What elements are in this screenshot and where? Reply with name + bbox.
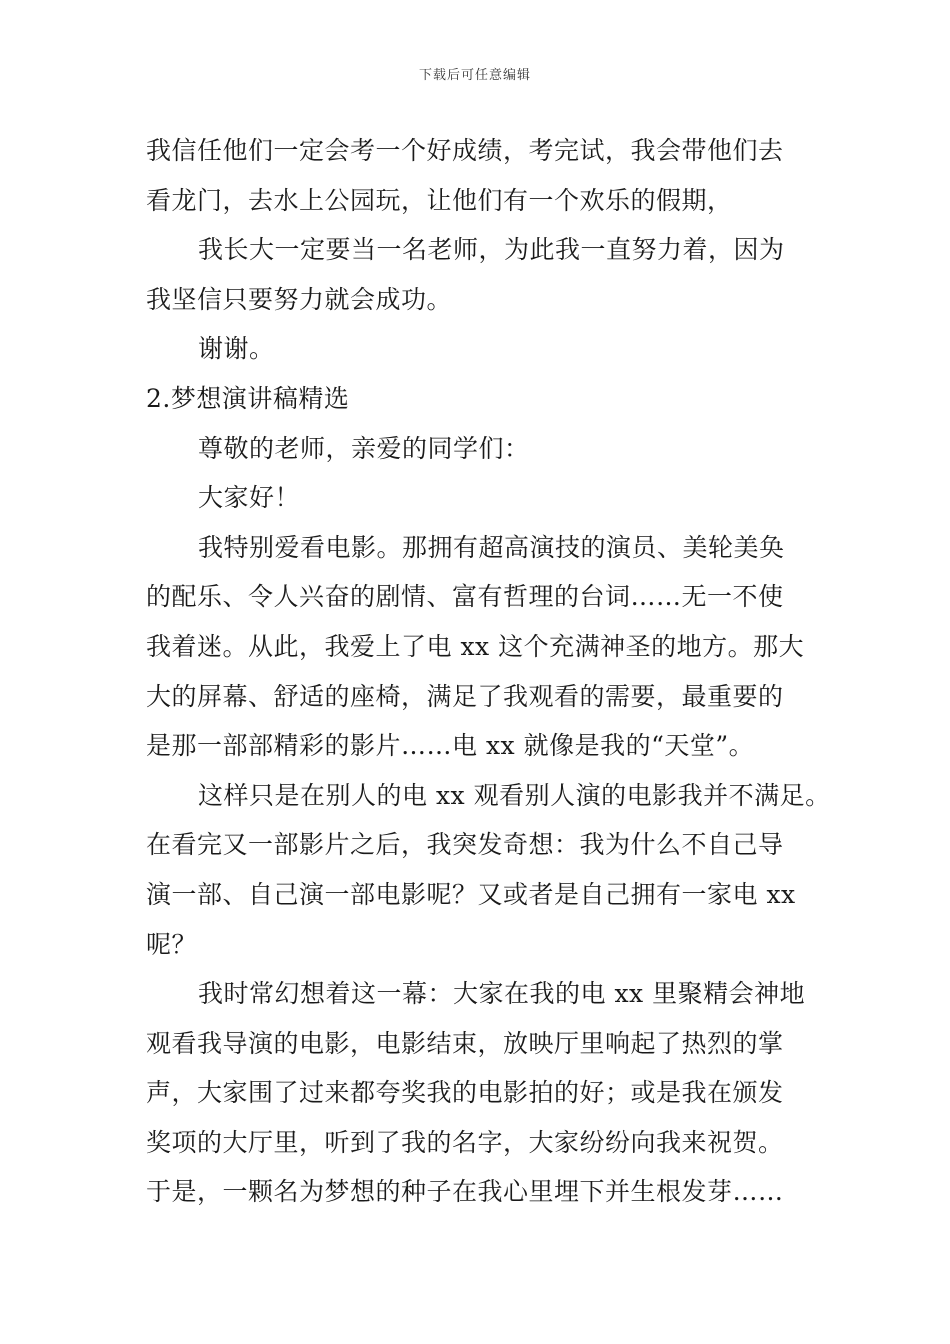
text-line: 声，大家围了过来都夸奖我的电影拍的好；或是我在颁发 [146, 1078, 784, 1108]
text-line: 于是，一颗名为梦想的种子在我心里埋下并生根发芽…… [146, 1177, 784, 1207]
text-line: 观看我导演的电影，电影结束，放映厅里响起了热烈的掌 [146, 1028, 784, 1058]
text-line: 我长大一定要当一名老师，为此我一直努力着，因为 [198, 235, 785, 265]
text-line: 演一部、自己演一部电影呢？又或者是自己拥有一家电 xx [146, 879, 796, 909]
text-line: 呢？ [146, 929, 198, 959]
text-line: 看龙门，去水上公园玩，让他们有一个欢乐的假期， [146, 185, 733, 215]
text-line: 这样只是在别人的电 xx 观看别人演的电影我并不满足。 [198, 780, 831, 810]
text-line: 我信任他们一定会考一个好成绩，考完试，我会带他们去 [146, 136, 784, 165]
greeting: 大家好！ [198, 483, 301, 513]
salutation: 尊敬的老师，亲爱的同学们： [198, 433, 530, 463]
text-line: 在看完又一部影片之后，我突发奇想：我为什么不自己导 [146, 830, 784, 860]
text-line: 我时常幻想着这一幕：大家在我的电 xx 里聚精会神地 [198, 979, 806, 1009]
text-line: 奖项的大厅里，听到了我的名字，大家纷纷向我来祝贺。 [146, 1127, 784, 1157]
text-line: 我坚信只要努力就会成功。 [146, 284, 453, 314]
text-line: 是那一部部精彩的影片……电 xx 就像是我的“天堂”。 [146, 731, 755, 761]
page-header: 下载后可任意编辑 [418, 68, 531, 83]
text-line: 我特别爱看电影。那拥有超高演技的演员、美轮美奂 [198, 532, 785, 562]
document-body [146, 126, 831, 1217]
text-line: 的配乐、令人兴奋的剧情、富有哲理的台词……无一不使 [146, 582, 784, 612]
text-line: 大的屏幕、舒适的座椅，满足了我观看的需要，最重要的 [146, 681, 784, 711]
text-line: 谢谢。 [198, 334, 275, 364]
section-heading: 2.梦想演讲稿精选 [146, 383, 350, 413]
text-line: 我着迷。从此，我爱上了电 xx 这个充满神圣的地方。那大 [146, 631, 805, 661]
